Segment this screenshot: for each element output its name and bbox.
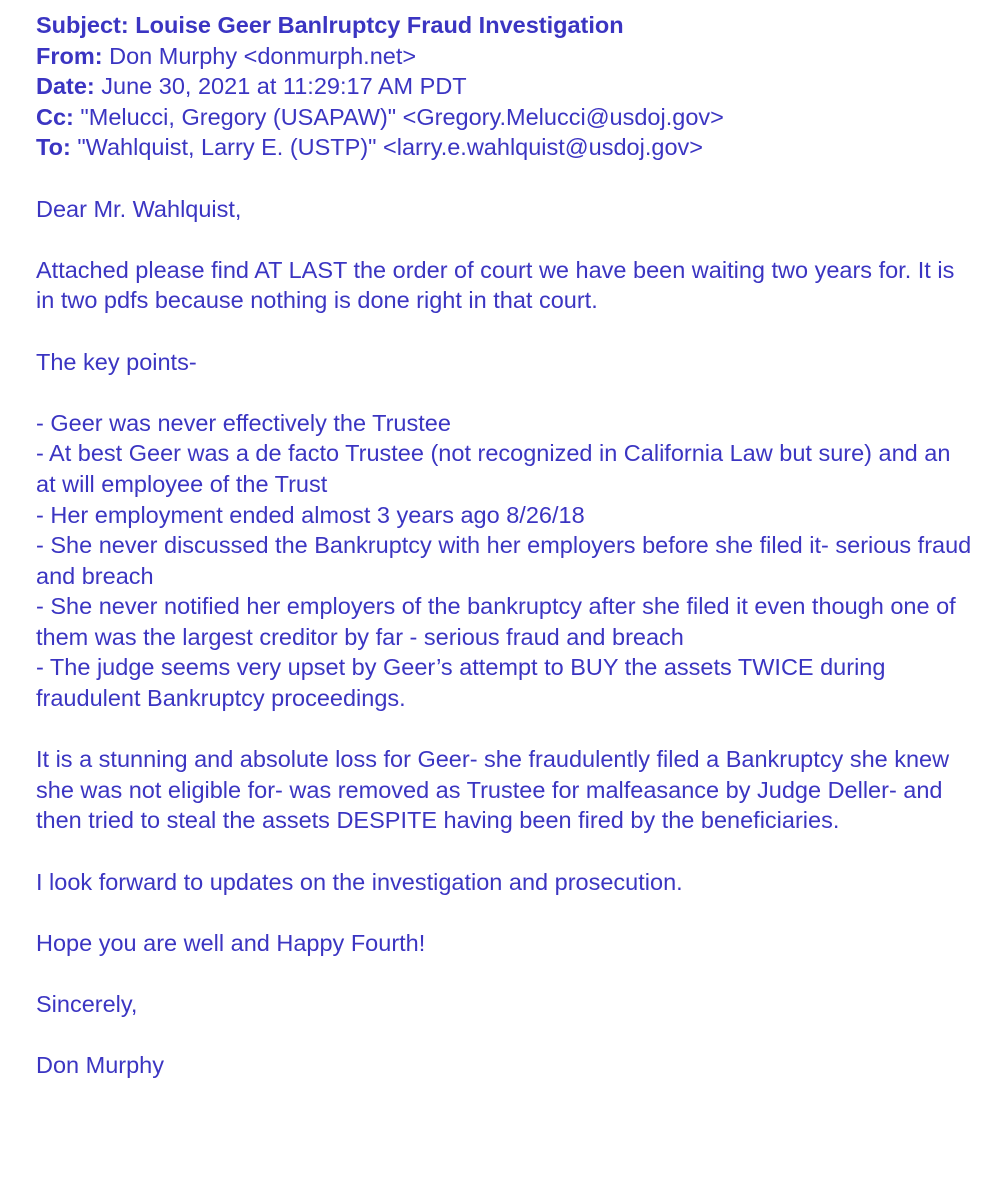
wishes-paragraph: Hope you are well and Happy Fourth! [36, 929, 426, 956]
list-item: - At best Geer was a de facto Trustee (not recognized in California Law but sure) and an at will employee of the Trust [36, 440, 951, 497]
date-label: Date: [36, 73, 95, 100]
list-item: - Geer was never effectively the Trustee [36, 409, 451, 436]
cc-value: "Melucci, Gregory (USAPAW)" <Gregory.Melucci@usdoj.gov> [80, 103, 724, 130]
spacer [36, 163, 976, 194]
closing: Sincerely, [36, 991, 138, 1017]
from-row [36, 41, 976, 72]
from-value: Don Murphy <donmurph.net> [109, 42, 417, 69]
spacer [36, 377, 976, 408]
greeting: Dear Mr. Wahlquist, [36, 195, 242, 222]
list-item: - Her employment ended almost 3 years ago 8/26/18 [36, 501, 585, 528]
date-row [36, 71, 976, 102]
spacer [36, 897, 976, 928]
followup-paragraph: I look forward to updates on the investigation and prosecution. [36, 868, 683, 895]
summary-paragraph: It is a stunning and absolute loss for Geer- she fraudulently filed a Bankruptcy she knew she was not eligible for- was removed as Trustee for malfeasance by Judge Deller- and then tried to steal the assets DESPITE having been fired by the beneficiaries. [36, 746, 950, 834]
list-item: - She never discussed the Bankruptcy with her employers before she filed it- serious fraud and breach [36, 532, 972, 589]
list-item: - She never notified her employers of the bankruptcy after she filed it even though one of them was the largest creditor by far - serious fraud and breach [36, 593, 956, 650]
cc-label: Cc: [36, 103, 74, 130]
spacer [36, 224, 976, 255]
intro-paragraph: Attached please find AT LAST the order of court we have been waiting two years for. It is in two pdfs because nothing is done right in that court. [36, 256, 955, 314]
spacer [36, 316, 976, 347]
to-row [36, 132, 976, 163]
email-message [36, 10, 976, 1081]
date-value: June 30, 2021 at 11:29:17 AM PDT [101, 73, 467, 100]
email-headers [36, 10, 976, 163]
signature: Don Murphy [36, 1052, 164, 1079]
list-item: - The judge seems very upset by Geer’s attempt to BUY the assets TWICE during fraudulent Bankruptcy proceedings. [36, 654, 886, 712]
subject-value: Louise Geer Banlruptcy Fraud Investigation [135, 12, 624, 38]
from-label: From: [36, 42, 103, 69]
spacer [36, 714, 976, 745]
to-label: To: [36, 134, 71, 161]
key-points-list [36, 408, 976, 714]
to-value: "Wahlquist, Larry E. (USTP)" <larry.e.wahlquist@usdoj.gov> [77, 134, 703, 161]
spacer [36, 958, 976, 989]
subject-label: Subject: [36, 12, 129, 38]
spacer [36, 836, 976, 867]
subject-row [36, 10, 976, 41]
cc-row [36, 102, 976, 133]
key-points-heading: The key points- [36, 348, 197, 375]
spacer [36, 1020, 976, 1051]
